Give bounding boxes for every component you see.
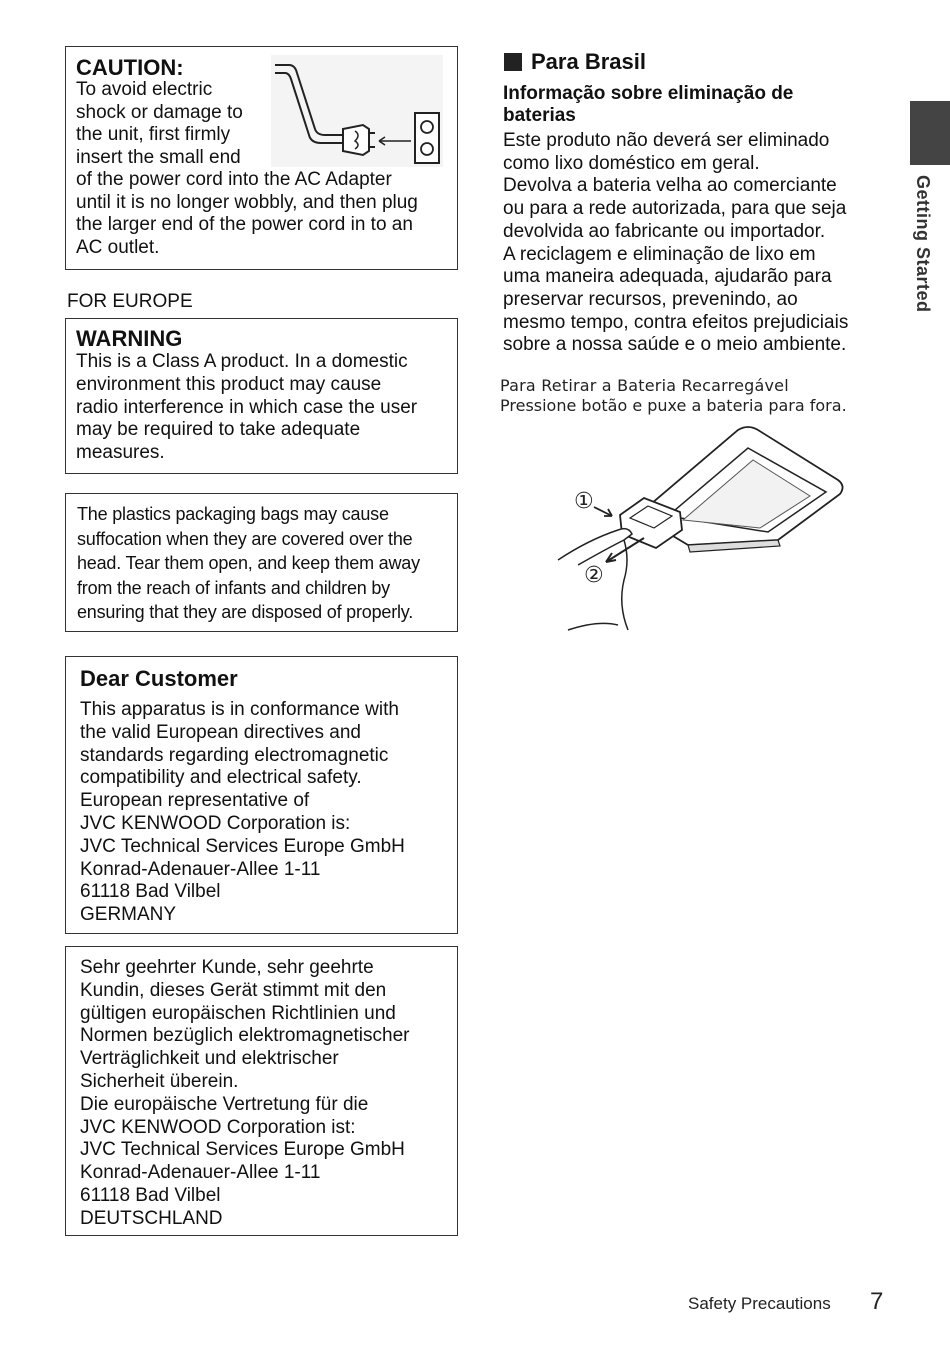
caution-box <box>65 46 458 270</box>
side-tab-marker <box>910 101 950 165</box>
brasil-subheading: Informação sobre eliminação de baterias <box>503 83 794 126</box>
power-cord-plug-icon <box>271 55 443 167</box>
warning-text: This is a Class A product. In a domestic environment this product may cause radio interference in which case the user may be required to take adequate measures. <box>76 351 418 464</box>
side-tab-label: Getting Started <box>913 175 933 313</box>
warning-box <box>65 318 458 474</box>
caution-heading: CAUTION: <box>76 55 184 80</box>
brasil-heading <box>504 49 646 75</box>
page-number: 7 <box>870 1288 884 1315</box>
dear-customer-box <box>65 656 458 934</box>
brasil-heading-label: Para Brasil <box>531 49 646 74</box>
warning-heading: WARNING <box>76 326 183 351</box>
square-bullet-icon <box>504 53 522 71</box>
plastics-warning-text: The plastics packaging bags may cause suffocation when they are covered over the head. Tear them open, and keep them away from the reach of infants and children by ensuring that they are disposed of properly. <box>77 504 420 622</box>
dear-customer-text: This apparatus is in conformance with the valid European directives and standards regarding electromagnetic compatibility and electrical safety. European representative of JVC KENWOOD Corporation is: JVC Technical Services Europe GmbH Konrad-Adenauer-Allee 1-11 61118 Bad Vilbel GERMANY <box>80 699 405 926</box>
battery-removal-text: Pressione botão e puxe a bateria para fora. <box>500 396 847 415</box>
battery-removal-heading: Para Retirar a Bateria Recarregável <box>500 376 789 395</box>
footer-section-title: Safety Precautions <box>688 1294 831 1313</box>
battery-removal-icon <box>548 420 848 635</box>
dear-customer-heading: Dear Customer <box>80 666 238 691</box>
german-customer-box <box>65 946 458 1236</box>
caution-intro-text: To avoid electric shock or damage to the unit, first firmly insert the small end <box>76 79 243 168</box>
side-tab <box>906 175 936 335</box>
german-customer-text: Sehr geehrter Kunde, sehr geehrte Kundin, dieses Gerät stimmt mit den gültigen europäischen Richtlinien und Normen bezüglich elektromagnetischer Verträglichkeit und elektrischer Sicherheit überein. Die europäische Vertretung für die JVC KENWOOD Corporation ist: JVC Technical Services Europe GmbH Konrad-Adenauer-Allee 1-11 61118 Bad Vilbel DEUTSCHLAND <box>80 957 410 1229</box>
brasil-body-text: Este produto não deverá ser eliminado como lixo doméstico em geral. Devolva a bateria velha ao comerciante ou para a rede autorizada, para que seja devolvida ao fabricante ou importador. A reciclagem e eliminação de lixo em uma maneira adequada, ajudarão para preservar recursos, prevenindo, ao mesmo tempo, contra efeitos prejudiciais sobre a nossa saúde e o meio ambiente. <box>503 130 849 356</box>
figure-callout-1: ① <box>574 489 594 514</box>
plastics-warning-box <box>65 493 458 632</box>
caution-rest-text: of the power cord into the AC Adapter until it is no longer wobbly, and then plug the larger end of the power cord in to an AC outlet. <box>76 169 418 258</box>
for-europe-label: FOR EUROPE <box>67 291 193 312</box>
figure-callout-2: ② <box>584 563 604 588</box>
